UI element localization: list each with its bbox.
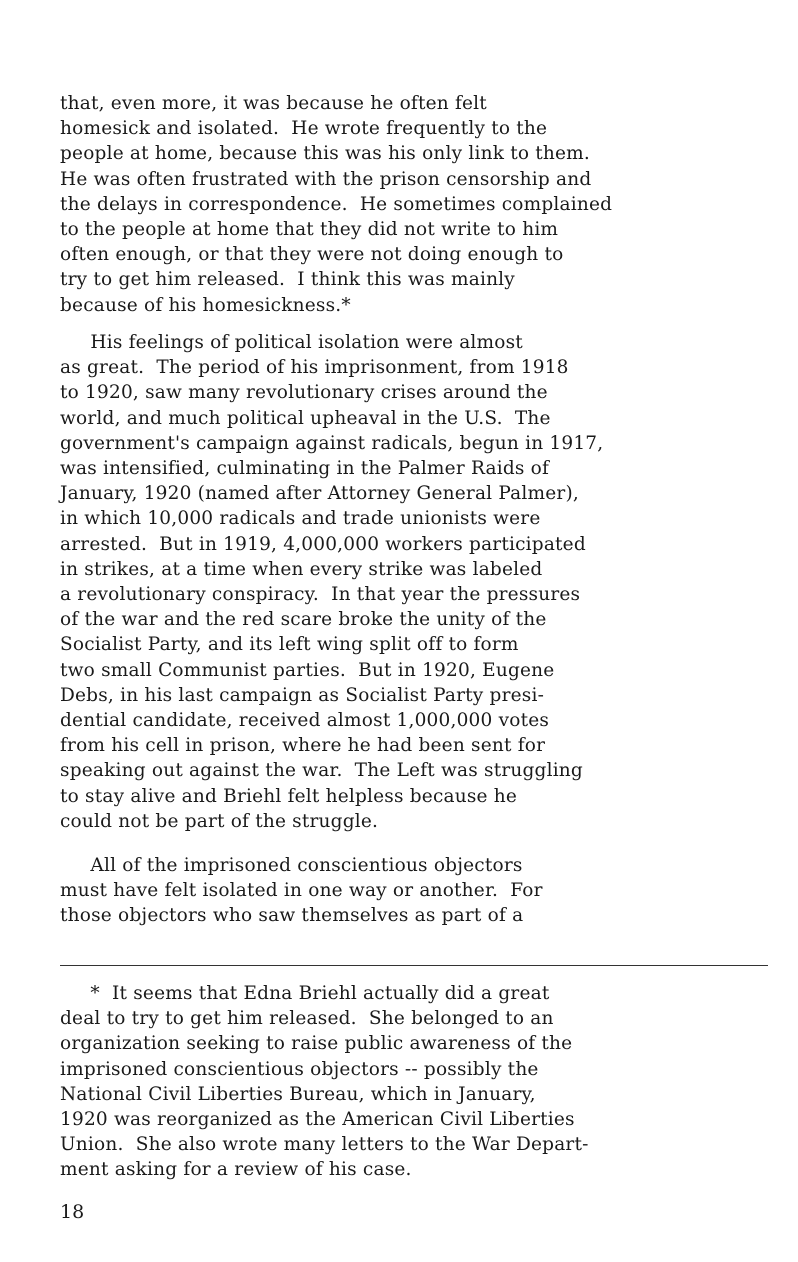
text-line: of the war and the red scare broke the unity of the (60, 609, 547, 631)
text-line: world, and much political upheaval in the U.S. The (60, 407, 551, 429)
text-line: the delays in correspondence. He sometimes complained (60, 193, 613, 215)
footnote-divider (60, 965, 768, 966)
text-line: often enough, or that they were not doing enough to (60, 244, 564, 266)
text-line: from his cell in prison, where he had been sent for (60, 735, 546, 757)
text-line: that, even more, it was because he often felt (60, 93, 487, 114)
text-line: people at home, because this was his only link to them. (60, 143, 590, 165)
text-line: 1920 was reorganized as the American Civil Liberties (60, 1109, 575, 1131)
text-line: arrested. But in 1919, 4,000,000 workers participated (60, 533, 586, 555)
text-line: organization seeking to raise public awareness of the (60, 1033, 573, 1055)
text-line: try to get him released. I think this was mainly (60, 269, 515, 291)
text-line: to stay alive and Briehl felt helpless because he (60, 785, 518, 807)
page-number: 18 (60, 1201, 85, 1223)
paragraph-political-isolation (60, 330, 760, 834)
text-line: speaking out against the war. The Left was struggling (60, 760, 583, 782)
text-line: ment asking for a review of his case. (60, 1159, 412, 1181)
text-line: a revolutionary conspiracy. In that year the pressures (60, 584, 581, 606)
text-line: Socialist Party, and its left wing split off to form (60, 634, 519, 656)
text-line: those objectors who saw themselves as part of a (60, 905, 524, 927)
text-line: in strikes, at a time when every strike was labeled (60, 558, 543, 580)
text-line: He was often frustrated with the prison censorship and (60, 168, 592, 190)
text-line: must have felt isolated in one way or another. For (60, 880, 543, 902)
text-line: All of the imprisoned conscientious objectors (60, 855, 523, 876)
text-line: Debs, in his last campaign as Socialist Party presi- (60, 684, 545, 706)
text-line: homesick and isolated. He wrote frequently to the (60, 118, 548, 140)
text-line: deal to try to get him released. She belonged to an (60, 1008, 554, 1030)
text-line: in which 10,000 radicals and trade unionists were (60, 508, 541, 530)
text-line: to the people at home that they did not write to him (60, 219, 559, 241)
text-line: was intensified, culminating in the Palmer Raids of (60, 458, 550, 480)
text-line: His feelings of political isolation were almost (60, 332, 523, 353)
text-line: to 1920, saw many revolutionary crises around the (60, 382, 548, 404)
text-line: could not be part of the struggle. (60, 810, 379, 832)
text-line: dential candidate, received almost 1,000,000 votes (60, 710, 550, 732)
paragraph-imprisoned-objectors (60, 853, 760, 929)
text-line: imprisoned conscientious objectors -- possibly the (60, 1058, 539, 1080)
text-line: January, 1920 (named after Attorney General Palmer), (60, 483, 579, 505)
text-line: as great. The period of his imprisonment, from 1918 (60, 357, 569, 379)
text-line: Union. She also wrote many letters to the War Depart- (60, 1134, 589, 1156)
text-line: * It seems that Edna Briehl actually did a great (60, 983, 550, 1004)
text-line: two small Communist parties. But in 1920, Eugene (60, 659, 555, 681)
text-line: National Civil Liberties Bureau, which in January, (60, 1083, 536, 1105)
text-line: government's campaign against radicals, begun in 1917, (60, 432, 604, 454)
text-line: because of his homesickness.* (60, 294, 351, 316)
paragraph-homesickness (60, 91, 760, 318)
footnote (60, 981, 760, 1183)
